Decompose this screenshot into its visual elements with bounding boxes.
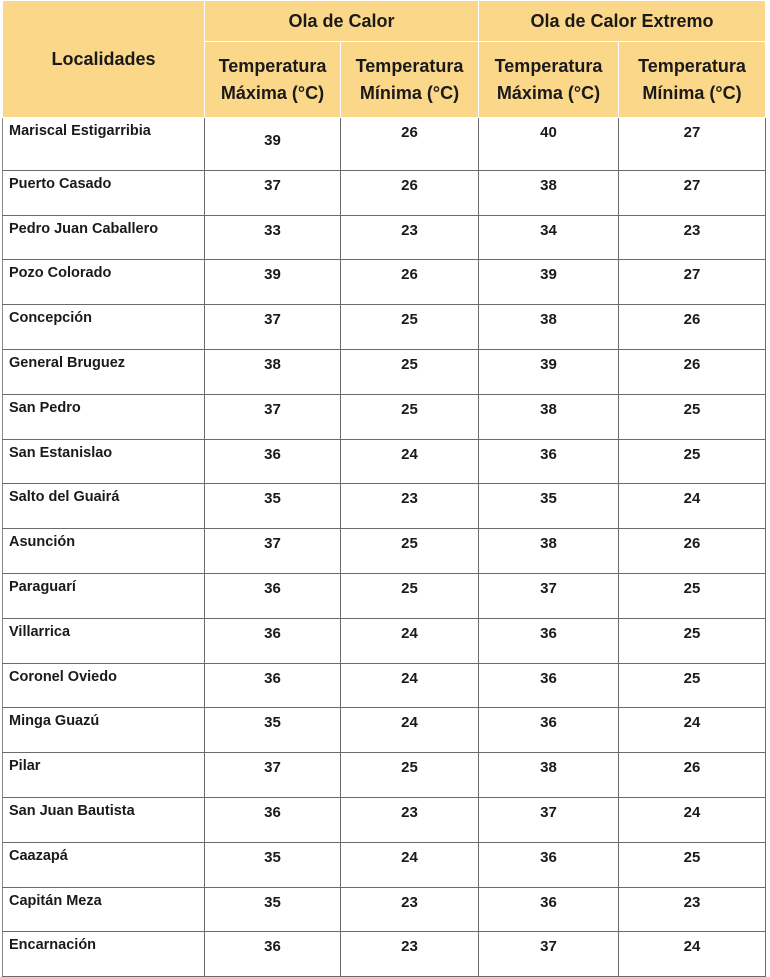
- table-row: [3, 842, 766, 887]
- table-header: [3, 1, 766, 118]
- heat-max-value: 36: [205, 932, 341, 977]
- table-row: [3, 797, 766, 842]
- heat-min-value: 23: [341, 215, 479, 260]
- locality-name: Pozo Colorado: [3, 260, 205, 305]
- heat-max-value: 39: [205, 118, 341, 171]
- subheader-line1: Temperatura: [355, 55, 464, 76]
- heat-min-value: 26: [341, 170, 479, 215]
- heat-min-value: 24: [341, 708, 479, 753]
- subheader-min-heat: [341, 42, 479, 118]
- extreme-max-value: 34: [479, 215, 619, 260]
- extreme-max-value: 40: [479, 118, 619, 171]
- heat-max-value: 36: [205, 797, 341, 842]
- locality-name: Minga Guazú: [3, 708, 205, 753]
- extreme-min-value: 25: [619, 573, 766, 618]
- table-body: [3, 118, 766, 977]
- heat-min-value: 23: [341, 932, 479, 977]
- heat-max-value: 35: [205, 708, 341, 753]
- heat-min-value: 24: [341, 439, 479, 484]
- locality-name: Mariscal Estigarribia: [3, 118, 205, 171]
- heat-max-value: 37: [205, 394, 341, 439]
- subheader-line1: Temperatura: [494, 55, 603, 76]
- extreme-max-value: 35: [479, 484, 619, 529]
- subheader-line2: Mínima (°C): [359, 82, 460, 103]
- heat-max-value: 37: [205, 529, 341, 574]
- table-row: [3, 305, 766, 350]
- extreme-heat-wave-header: Ola de Calor Extremo: [479, 1, 766, 42]
- extreme-max-value: 38: [479, 305, 619, 350]
- heat-min-value: 25: [341, 573, 479, 618]
- extreme-min-value: 24: [619, 797, 766, 842]
- subheader-line1: Temperatura: [638, 55, 746, 76]
- extreme-max-value: 38: [479, 529, 619, 574]
- extreme-min-value: 23: [619, 215, 766, 260]
- subheader-min-extreme: [619, 42, 766, 118]
- table-row: [3, 708, 766, 753]
- heat-min-value: 26: [341, 118, 479, 171]
- extreme-min-value: 25: [619, 439, 766, 484]
- table-row: [3, 663, 766, 708]
- table-row: [3, 753, 766, 798]
- locality-name: San Juan Bautista: [3, 797, 205, 842]
- heat-max-value: 35: [205, 842, 341, 887]
- heat-min-value: 24: [341, 663, 479, 708]
- heat-max-value: 36: [205, 663, 341, 708]
- heat-min-value: 24: [341, 842, 479, 887]
- subheader-line2: Máxima (°C): [496, 82, 601, 103]
- heat-max-value: 35: [205, 887, 341, 932]
- extreme-max-value: 38: [479, 170, 619, 215]
- locality-name: Concepción: [3, 305, 205, 350]
- locality-name: San Estanislao: [3, 439, 205, 484]
- subheader-line1: Temperatura: [218, 55, 327, 76]
- locality-name: Caazapá: [3, 842, 205, 887]
- table-row: [3, 439, 766, 484]
- heat-max-value: 37: [205, 753, 341, 798]
- heat-max-value: 36: [205, 439, 341, 484]
- table-row: [3, 573, 766, 618]
- subheader-line2: Máxima (°C): [220, 82, 325, 103]
- extreme-min-value: 25: [619, 663, 766, 708]
- extreme-min-value: 25: [619, 618, 766, 663]
- extreme-max-value: 36: [479, 842, 619, 887]
- locality-name: Asunción: [3, 529, 205, 574]
- heat-wave-header: Ola de Calor: [205, 1, 479, 42]
- extreme-max-value: 37: [479, 797, 619, 842]
- table-row: [3, 170, 766, 215]
- extreme-max-value: 38: [479, 394, 619, 439]
- extreme-min-value: 23: [619, 887, 766, 932]
- extreme-max-value: 39: [479, 260, 619, 305]
- heat-min-value: 25: [341, 349, 479, 394]
- extreme-min-value: 24: [619, 484, 766, 529]
- heat-min-value: 24: [341, 618, 479, 663]
- heat-max-value: 37: [205, 170, 341, 215]
- table-row: [3, 618, 766, 663]
- extreme-min-value: 27: [619, 260, 766, 305]
- heat-max-value: 33: [205, 215, 341, 260]
- header-row-groups: [3, 1, 766, 42]
- table-row: [3, 118, 766, 171]
- extreme-min-value: 27: [619, 170, 766, 215]
- heat-max-value: 38: [205, 349, 341, 394]
- extreme-max-value: 36: [479, 618, 619, 663]
- extreme-max-value: 36: [479, 439, 619, 484]
- extreme-max-value: 37: [479, 932, 619, 977]
- localities-header: Localidades: [3, 1, 205, 118]
- subheader-max-extreme: [479, 42, 619, 118]
- heat-max-value: 39: [205, 260, 341, 305]
- heat-max-value: 37: [205, 305, 341, 350]
- locality-name: Paraguarí: [3, 573, 205, 618]
- locality-name: San Pedro: [3, 394, 205, 439]
- extreme-min-value: 27: [619, 118, 766, 171]
- heat-min-value: 25: [341, 529, 479, 574]
- table-row: [3, 349, 766, 394]
- heat-max-value: 36: [205, 573, 341, 618]
- extreme-min-value: 25: [619, 394, 766, 439]
- temperature-table: [2, 0, 766, 977]
- heat-min-value: 23: [341, 797, 479, 842]
- subheader-max-heat: [205, 42, 341, 118]
- subheader-line2: Mínima (°C): [642, 82, 742, 103]
- extreme-max-value: 36: [479, 663, 619, 708]
- heat-min-value: 26: [341, 260, 479, 305]
- heat-min-value: 25: [341, 305, 479, 350]
- extreme-max-value: 36: [479, 887, 619, 932]
- locality-name: General Bruguez: [3, 349, 205, 394]
- heat-max-value: 36: [205, 618, 341, 663]
- extreme-max-value: 38: [479, 753, 619, 798]
- heat-min-value: 25: [341, 753, 479, 798]
- heat-min-value: 23: [341, 887, 479, 932]
- locality-name: Capitán Meza: [3, 887, 205, 932]
- extreme-min-value: 26: [619, 305, 766, 350]
- locality-name: Coronel Oviedo: [3, 663, 205, 708]
- locality-name: Salto del Guairá: [3, 484, 205, 529]
- extreme-min-value: 25: [619, 842, 766, 887]
- extreme-max-value: 36: [479, 708, 619, 753]
- table-row: [3, 484, 766, 529]
- extreme-min-value: 26: [619, 349, 766, 394]
- extreme-min-value: 24: [619, 932, 766, 977]
- extreme-min-value: 24: [619, 708, 766, 753]
- table-row: [3, 932, 766, 977]
- locality-name: Puerto Casado: [3, 170, 205, 215]
- locality-name: Pedro Juan Caballero: [3, 215, 205, 260]
- table-row: [3, 394, 766, 439]
- table-row: [3, 887, 766, 932]
- extreme-min-value: 26: [619, 529, 766, 574]
- locality-name: Villarrica: [3, 618, 205, 663]
- extreme-min-value: 26: [619, 753, 766, 798]
- table-row: [3, 215, 766, 260]
- table-row: [3, 260, 766, 305]
- extreme-max-value: 39: [479, 349, 619, 394]
- locality-name: Pilar: [3, 753, 205, 798]
- locality-name: Encarnación: [3, 932, 205, 977]
- heat-min-value: 23: [341, 484, 479, 529]
- heat-max-value: 35: [205, 484, 341, 529]
- extreme-max-value: 37: [479, 573, 619, 618]
- heat-min-value: 25: [341, 394, 479, 439]
- table-row: [3, 529, 766, 574]
